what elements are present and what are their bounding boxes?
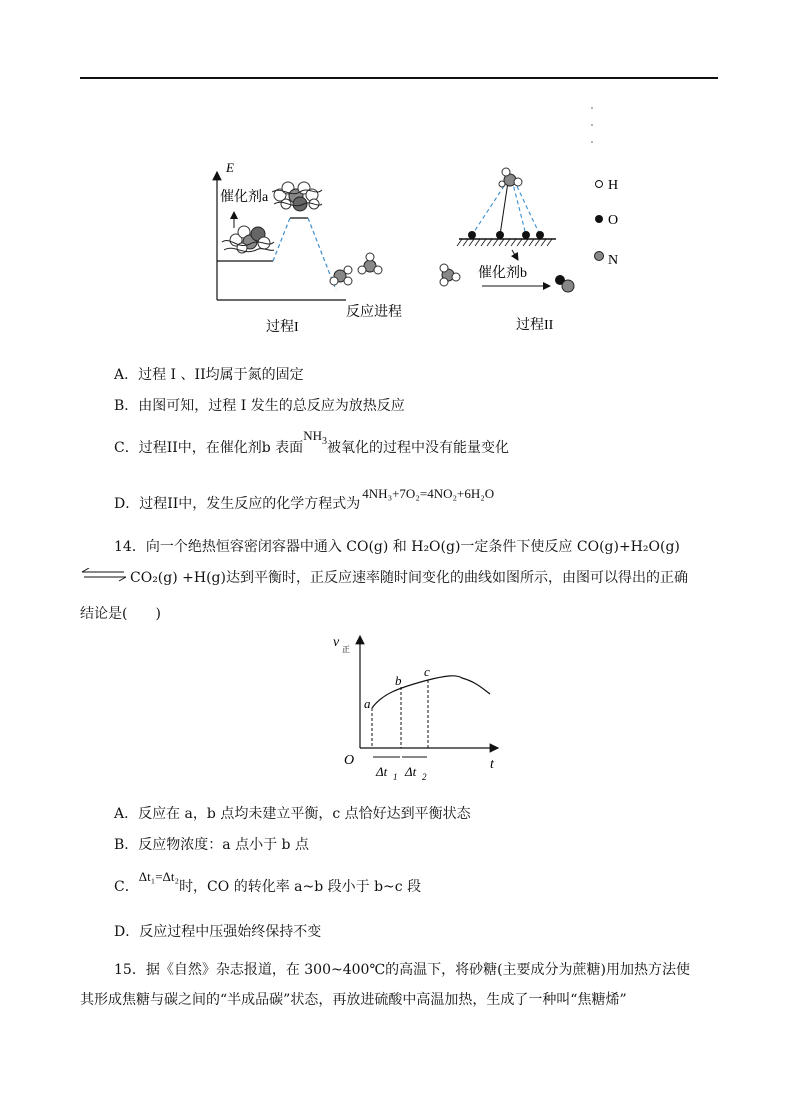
legend-o-symbol <box>595 215 603 223</box>
q14-option-a: A．反应在 a，b 点均未建立平衡，c 点恰好达到平衡状态 <box>114 806 471 822</box>
axis-v-subscript: 正 <box>342 645 350 654</box>
q13-option-c <box>114 428 509 460</box>
dt2-subscript: 2 <box>422 772 427 782</box>
figure-nitrogen-processes <box>200 100 640 340</box>
adsorbed-molecule <box>499 168 522 187</box>
q14-stem-line2: CO₂(g) +H(g)达到平衡时，正反应速率随时间变化的曲线如图所示，由图可以得出的正确 <box>130 570 688 586</box>
product-molecules <box>330 253 382 285</box>
dt1-label: Δt <box>376 764 388 779</box>
legend <box>595 178 619 268</box>
q14-option-c-suffix: 时，CO 的转化率 a~b 段小于 b~c 段 <box>179 879 422 895</box>
q13-option-c-suffix: 被氧化的过程中没有能量变化 <box>326 440 509 456</box>
point-c-label: c <box>424 664 430 679</box>
axis-progress-label: 反应进程 <box>346 305 402 320</box>
q14-option-b: B．反应物浓度：a 点小于 b 点 <box>114 837 309 853</box>
q14-stem-line3: 结论是( ) <box>80 606 161 622</box>
q14-option-d: D．反应过程中压强始终保持不变 <box>114 924 322 940</box>
legend-o-label: O <box>608 213 619 228</box>
dt2-label: Δt <box>405 764 417 779</box>
catalyst-b-label: 催化剂b <box>478 266 527 281</box>
rate-time-graph <box>330 630 510 790</box>
q13-option-d-prefix: D．过程II中，发生反应的化学方程式为 <box>114 496 361 512</box>
q14-option-c <box>114 869 422 897</box>
q15-stem-line1: 15．据《自然》杂志报道，在 300~400℃的高温下，将砂糖(主要成分为蔗糖)用加热方法使 <box>114 962 691 978</box>
q14-option-c-prefix: C． <box>114 879 139 895</box>
q13-option-a: A．过程 I 、II均属于氮的固定 <box>114 367 304 383</box>
axis-v-label: v <box>333 635 340 650</box>
caption-process-1: 过程I <box>266 320 299 335</box>
catalyst-a-label: 催化剂a <box>220 190 269 205</box>
caption-process-2: 过程II <box>516 318 554 333</box>
equation-d: 4NH₃+7O₂=4NO₂+6H₂O <box>362 486 495 501</box>
legend-h-symbol <box>596 181 603 188</box>
header-rule <box>80 77 718 79</box>
q14-stem-line1: 14．向一个绝热恒容密闭容器中通入 CO(g) 和 H₂O(g)一定条件下使反应 CO(g)+H₂O(g) <box>114 539 680 555</box>
q13-option-d <box>114 486 495 514</box>
q13-option-c-prefix: C．过程II中，在催化剂b 表面 <box>114 440 304 456</box>
nh3-formula: $NH_3$ <box>303 428 327 447</box>
point-b-label: b <box>395 673 402 688</box>
origin-label: O <box>344 753 355 768</box>
dt-condition: Δt₁=Δt₂ <box>138 869 180 884</box>
axis-t-label: t <box>490 757 494 772</box>
rate-curve <box>372 676 490 708</box>
ammonia-molecule <box>440 264 460 286</box>
reversible-arrow-icon <box>80 568 128 582</box>
q13-option-b: B．由图可知，过程 I 发生的总反应为放热反应 <box>114 398 405 414</box>
product-no-molecule <box>555 275 574 292</box>
legend-h-label: H <box>608 178 619 193</box>
point-a-label: a <box>364 696 371 711</box>
molecule-cluster-reactant <box>222 226 274 253</box>
axis-e-label: E <box>226 160 234 175</box>
legend-n-symbol <box>595 252 604 261</box>
dt1-subscript: 1 <box>393 772 398 782</box>
legend-n-label: N <box>608 253 619 268</box>
q15-stem-line2: 其形成焦糖与碳之间的“半成品碳”状态，再放进硫酸中高温加热，生成了一种叫“焦糖烯” <box>80 992 627 1008</box>
molecule-cluster-transition <box>272 182 322 211</box>
